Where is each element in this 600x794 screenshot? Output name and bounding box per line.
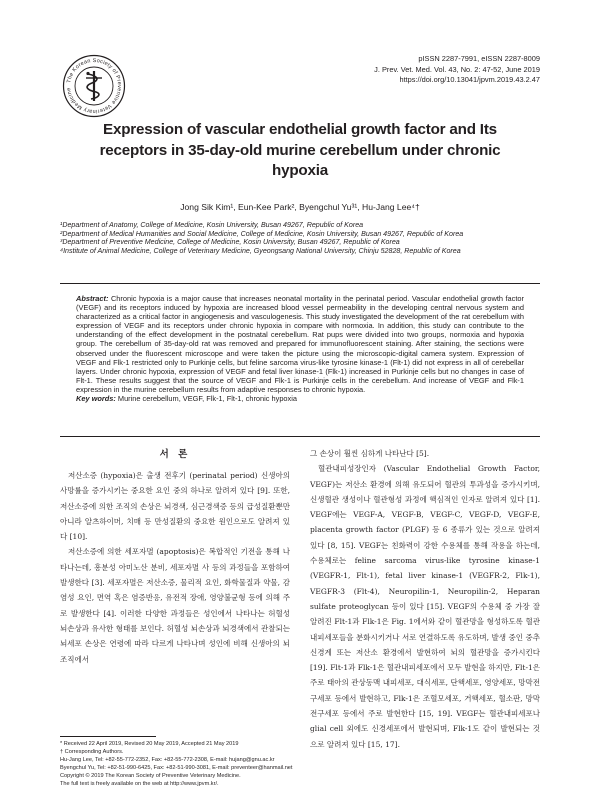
svg-text:The Korean Society of Preventi: The Korean Society of Preventive Veterinary Medicine <box>66 57 123 115</box>
society-logo-icon <box>62 54 126 118</box>
abstract-block <box>76 294 524 403</box>
affiliation-list <box>60 221 540 255</box>
footnote-line: Byengchul Yu, Tel: +82-51-990-6425, Fax: +82-51-990-3081, E-mail: preventeer@hanmail.net <box>60 765 293 771</box>
footnote-divider <box>60 736 156 737</box>
affiliation-item: ²Department of Medical Humanities and Social Medicine, College of Medicine, Kosin University, Busan 49267, Republic of Korea <box>60 229 464 238</box>
body-paragraph: 저산소증 (hypoxia)은 출생 전후기 (perinatal period) 신생아의 사망률을 증가시키는 중요한 요인 중의 하나로 알려져 있다 [9]. 또한, 저산소증에 의한 조직의 손상은 뇌경색, 심근경색증 등의 급성질환뿐만 아니라 알츠하이머, 치매 등 만성질환의 중요한 원인으로도 알려져 있다 [10]. <box>60 471 290 542</box>
body-paragraph: 그 손상이 훨씬 심하게 나타난다 [5]. <box>310 449 430 458</box>
citation-line: J. Prev. Vet. Med. Vol. 43, No. 2: 47-52, June 2019 <box>374 64 540 74</box>
affiliation-item: ⁴Institute of Animal Medicine, College of Veterinary Medicine, Gyeongsang National University, Chinju 52828, Republic of Korea <box>60 246 461 255</box>
keywords-text: Murine cerebellum, VEGF, Flk-1, Flt-1, chronic hypoxia <box>117 394 297 404</box>
affiliation-item: ³Department of Preventive Medicine, College of Medicine, Kosin University, Busan 49267, Republic of Korea <box>60 238 400 247</box>
section-heading: 서 론 <box>159 449 191 460</box>
body-column-left <box>60 446 290 667</box>
doi-link[interactable]: https://doi.org/10.13041/jpvm.2019.43.2.47 <box>399 75 540 84</box>
footnote-line: † Corresponding Authors. <box>60 749 124 755</box>
journal-meta <box>374 54 540 86</box>
abstract-label: Abstract: <box>76 294 109 303</box>
author-list: Jong Sik Kim¹, Eun-Kee Park², Byengchul Yu³¹, Hu-Jang Lee⁴† <box>180 202 420 212</box>
affiliation-item: ¹Department of Anatomy, College of Medicine, Kosin University, Busan 49267, Republic of Korea <box>60 221 364 229</box>
footnote-line: Copyright © 2019 The Korean Society of Preventive Veterinary Medicine. <box>60 773 241 779</box>
body-paragraph: 저산소증에 의한 세포자멸 (apoptosis)은 복합적인 기전을 통해 나타나는데, 흥분성 아미노산 분비, 세포자멸 사 등의 과정들을 포함하여 발생한다 [3]. 세포자멸은 저산소증, 물리적 요인, 화학물질과 약물, 감염성 요인, 면역 혹은 염증반응, 유전적 장애, 영양불균형 등에 의해 주로 발생한다 [4]. 이러한 다양한 과정들은 성인에서 나타나는 허혈성 뇌손상과 유사한 형태를 보인다. 허혈성 뇌손상과 뇌경색에서 관찰되는 뇌세포 손상은 연령에 따라 다르게 나타나며 성인에 비해 신생아의 뇌 조직에서 <box>60 547 290 664</box>
footnote-line: The full text is freely available on the web at http://www.jpvm.kr/. <box>60 781 219 787</box>
abstract-bottom-divider <box>60 436 540 437</box>
abstract-text: Chronic hypoxia is a major cause that increases neonatal mortality in the perinatal period. Vascular endothelial growth factor (VEGF) and its receptors induced by hypoxia are increased blood vessel permeability in the developing central nervous system and characterized as a critical factor in angiogenesis and vasculogenesis. This study investigated the development of the rat cerebellum with expression of VEGF and its receptors under chronic hypoxia in compare with normoxia. In addition, this study can contribute to the understanding of the effect development in the postnatal cerebellum. Rat pups were divided into two groups, normoxia and hypoxia group. The cerebellum of 35-day-old rat was removed and prepared for immunofluorescent staining. After staining, the sections were observed under the fluorescent microscope and were taken the picture using the microscopic-digital camera system. Expression of VEGF and Flk-1 restricted only to Purkinje cells, but feline sarcoma virus-like tyrosine kinase-1 (Flt-1) did not express in all of cerebellar layers. Under chronic hypoxia, expression of VEGF and fetal liver kinase-1 (Flk-1) increased in Purkinje cells but no changes in case of Flt-1. These results suggest that the source of VEGF and Flk-1 is Purkinje cells in the cerebellum. And increase of VEGF and Flk-1 expression in the murine cerebellum results from adaptive responses to chronic hypoxia. <box>76 294 524 394</box>
article-title: Expression of vascular endothelial growth factor and Its receptors in 35-day-old murine cerebellum under chronic hypoxia <box>99 121 501 179</box>
keywords-label: Key words: <box>76 394 116 404</box>
keywords-line <box>76 394 524 403</box>
body-column-right <box>310 446 540 752</box>
footnote-line: * Received 22 April 2019, Revised 20 May 2019, Accepted 21 May 2019 <box>60 741 239 747</box>
body-paragraph: 혈관내피성장인자 (Vascular Endothelial Growth Factor, VEGF)는 저산소 환경에 의해 유도되어 혈관의 투과성을 증가시키며, 신생혈관 생성이나 혈관형성 과정에 핵심적인 인자로 알려져 있다 [1]. VEGF에는 VEGF-A, VEGF-B, VEGF-C, VEGF-D, VEGF-E, placenta growth factor (PLGF) 등 6 종류가 있는 것으로 알려져 있다 [8, 15]. VEGF는 친화력이 강한 수용체를 통해 작용을 하는데, 수용체로는 feline sarcoma virus-like tyrosine kinase-1 (VEGFR-1, Flt-1), fetal liver kinase-1 (VEGFR-2, Flk-1), VEGFR-3 (Flt-4), Neuropilin-1, Neuropilin-2, Heparan sulfate proteoglycan 등이 있다 [15]. VEGF의 수용체 중 가장 잘 알려진 Flt-1과 Flk-1은 Fig. 1에서와 같이 혈관망을 형성하도록 혈관내피세포들을 분화시키거나 서로 연결하도록 유도하며, 발생 중인 중추신경계 또는 저산소 환경에서 발현하여 뇌의 혈관망을 증가시킨다 [19]. Flt-1과 Flk-1은 혈관내피세포에서 모두 발현을 하지만, Flt-1은 주로 태아의 관상동맥 내피세포, 대식세포, 단핵세포, 영양세포, 망막전구세포 등에서 발현하고, Flk-1은 조혈모세포, 거핵세포, 혈소판, 망막전구세포 등에서 주로 발현한다 [15, 19]. VEGF는 혈관내피세포나 glial cell 외에도 신경세포에서 발현되며, Flk-1도 같이 발현되는 것으로 알려져 있다 [15, 17]. <box>310 464 540 749</box>
abstract-top-divider <box>60 283 540 284</box>
abstract-paragraph <box>76 294 524 394</box>
issn-line: pISSN 2287-7991, eISSN 2287-8009 <box>418 54 540 63</box>
footnote-line: Hu-Jang Lee, Tel: +82-55-772-2352, Fax: +82-55-772-2308, E-mail: hujang@gnu.ac.kr <box>60 757 275 763</box>
footnote-block <box>60 740 300 788</box>
